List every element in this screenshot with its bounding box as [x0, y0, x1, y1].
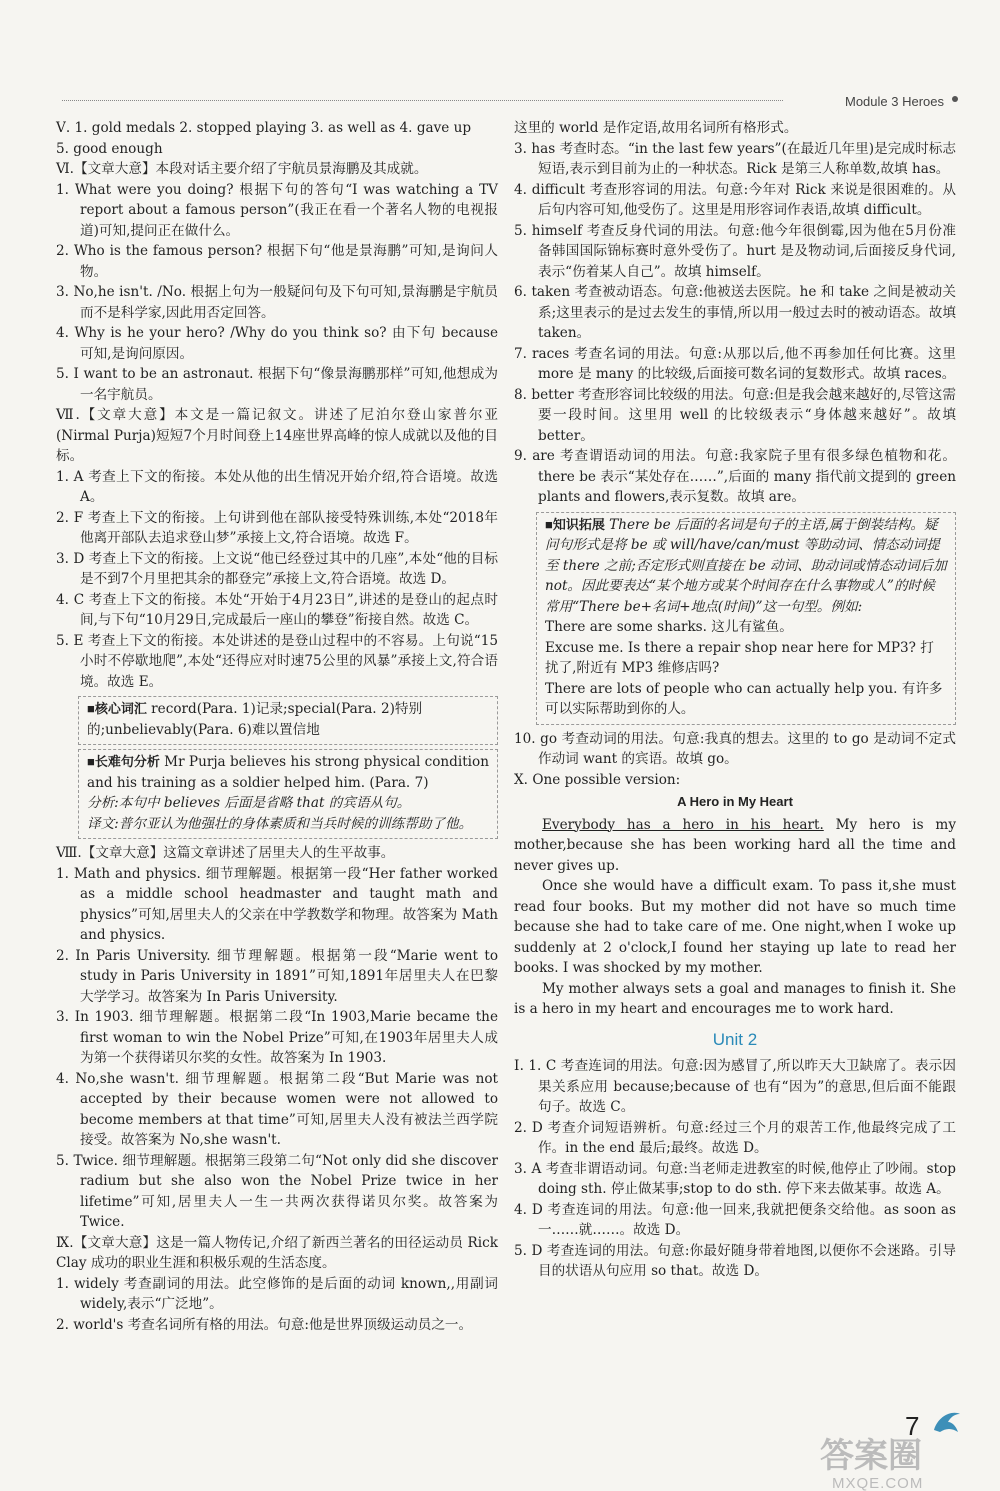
essay-title: A Hero in My Heart — [677, 794, 793, 809]
answer-line: 1. What were you doing? 根据下句的答句“I was watching a TV report about a famous person”(我正在看一个著名人物的电视报道)可知,提问正在做什么。 — [56, 181, 498, 239]
dolphin-icon — [930, 1408, 964, 1438]
knowledge-example-2: Excuse me. Is there a repair shop near here for MP3? 打扰了,附近有 MP3 维修店吗? — [545, 639, 934, 676]
right-column — [514, 118, 956, 1282]
answer-line: 5. Twice. 细节理解题。根据第三段第二句“Not only did she discover radium but she also won the Nobel Prize twice in her lifetime”可知,居里夫人一生一共两次获得诺贝尔奖。故答案为 Twice. — [56, 1152, 498, 1230]
answer-line: 3. A 考查非谓语动词。句意:当老师走进教室的时候,他停止了吵闹。stop doing sth. 停止做某事;stop to do sth. 停下来去做某事。故选 A。 — [514, 1160, 956, 1197]
sentence-analysis-box — [78, 749, 498, 839]
left-answers-2 — [56, 843, 498, 1335]
sentence-translation: 译文:普尔亚认为他强壮的身体素质和当兵时候的训练帮助了他。 — [87, 815, 473, 832]
unit2-answers — [514, 1056, 956, 1282]
answer-line: Ⅷ.【文章大意】这篇文章讲述了居里夫人的生平故事。 — [56, 845, 395, 861]
answer-line: 5. E 考查上下文的衔接。本处讲述的是登山过程中的不容易。上句说“15小时不停歇地爬”,本处“还得应对时速75公里的风暴”承接上文,符合语境。故选 E。 — [56, 632, 498, 690]
answer-line: 4. D 考查连词的用法。句意:他一回来,我就把便条交给他。as soon as 一……就……。故选 D。 — [514, 1201, 956, 1238]
answer-line: 3. D 考查上下文的衔接。上文说“他已经登过其中的几座”,本处“他的目标是不到7个月里把其余的都登完”承接上文,符合语境。故选 D。 — [56, 550, 498, 587]
answer-line: 3. No,he isn't. /No. 根据上句为一般疑问句及下句可知,景海鹏是宇航员而不是科学家,因此用否定回答。 — [56, 284, 498, 321]
core-vocab-label: ■核心词汇 — [87, 701, 147, 716]
page-number: 7 — [905, 1411, 920, 1441]
header-dot — [952, 96, 958, 102]
answer-line: 4. No,she wasn't. 细节理解题。根据第二段“But Marie was not accepted by their because women were not allowed to become members at that time”可知,居里夫人没有被法兰西学院接受。故答案为 No,she wasn't. — [56, 1070, 498, 1148]
answer-line: 9. are 考查谓语动词的用法。句意:我家院子里有很多绿色植物和花。there be 表示“某处存在……”,后面的 many 指代前文提到的 green plants and flowers,表示复数。故填 are。 — [514, 448, 956, 505]
knowledge-box — [536, 512, 956, 725]
answer-line: 2. Who is the famous person? 根据下句“他是景海鹏”可知,是询问人物。 — [56, 243, 498, 280]
answer-line: 2. D 考查介词短语辨析。句意:经过三个月的艰苦工作,他最终完成了工作。in the end 最后;最终。故选 D。 — [514, 1119, 956, 1156]
answer-line: 3. In 1903. 细节理解题。根据第二段“In 1903,Marie became the first woman to win the Nobel Prize”可知,在1903年居里夫人成为第一个获得诺贝尔奖的女性。故答案为 In 1903. — [56, 1009, 498, 1066]
answer-line: 5. himself 考查反身代词的用法。句意:他今年很倒霉,因为他在5月份准备韩国国际锦标赛时意外受伤了。hurt 是及物动词,后面接反身代词,表示“伤着某人自己”。故填 himself。 — [514, 222, 956, 280]
answer-line: Ⅰ. 1. C 考查连词的用法。句意:因为感冒了,所以昨天大卫缺席了。表示因果关系应用 because;because of 也有“因为”的意思,但后面不能跟句子。故选 C。 — [514, 1058, 956, 1115]
left-column — [56, 118, 498, 1335]
essay-p1-rest: My hero is my mother,because she has been working hard all the time and never gives up. — [514, 816, 956, 874]
answer-line: 3. has 考查时态。“in the last few years”(在最近几年里)是完成时标志短语,表示到目前为止的一种状态。Rick 是第三人称单数,故填 has。 — [514, 140, 956, 177]
knowledge-text: There be 后面的名词是句子的主语,属于倒装结构。疑问句形式是将 be 或 will/have/can/must 等助动词、情态动词提至 there 之前;否定形式则直接在 be 动词、助动词或情态动词后加 not。因此要表达“某个地方或某个时间存在什么事物或人”的时候常用“There be+名词+地点(时间)”这一句型。例如: — [545, 516, 947, 615]
answer-line: 2. world's 考查名词所有格的用法。句意:他是世界顶级运动员之一。 — [56, 1316, 473, 1333]
header-rule — [62, 100, 783, 101]
answer-line: Ⅹ. One possible version: — [514, 771, 681, 788]
answer-line: Ⅴ. 1. gold medals 2. stopped playing 3. as well as 4. gave up — [56, 120, 472, 136]
right-answers-2 — [514, 729, 956, 791]
answer-line: 10. go 考查动词的用法。句意:我真的想去。这里的 to go 是动词不定式作动词 want 的宾语。故填 go。 — [514, 730, 956, 767]
essay-paragraph-1 — [514, 815, 956, 877]
answer-line: 1. Math and physics. 细节理解题。根据第一段“Her father worked as a middle school headmaster and taught math and physics”可知,居里夫人的父亲在中学教数学和物理。故答案为 Math and physics. — [56, 865, 498, 943]
answer-line: 6. taken 考查被动语态。句意:他被送去医院。he 和 take 之间是被动关系;这里表示的是过去发生的事情,所以用一般过去时的被动语态。故填 taken。 — [514, 284, 956, 341]
unit-heading: Unit 2 — [712, 1029, 758, 1049]
answer-line: 4. C 考查上下文的衔接。本处“开始于4月23日”,讲述的是登山的起点时间,与下句“10月29日,完成最后一座山的攀登”衔接自然。故选 C。 — [56, 591, 498, 628]
answer-line: Ⅸ.【文章大意】这是一篇人物传记,介绍了新西兰著名的田径运动员 Rick Clay 成功的职业生涯和积极乐观的生活态度。 — [56, 1234, 498, 1271]
answer-line: 4. difficult 考查形容词的用法。句意:今年对 Rick 来说是很困难的。从后句内容可知,他受伤了。这里是用形容词作表语,故填 difficult。 — [514, 181, 956, 218]
knowledge-example-1: There are some sharks. 这儿有鲨鱼。 — [545, 619, 793, 635]
page-header — [62, 92, 958, 108]
core-vocab-box — [78, 696, 498, 745]
essay-topic-sentence: Everybody has a hero in his heart. — [542, 816, 824, 833]
answer-line: 7. races 考查名词的用法。句意:从那以后,他不再参加任何比赛。这里 more 是 many 的比较级,后面接可数名词的复数形式。故填 races。 — [514, 345, 956, 382]
answer-line: 2. F 考查上下文的衔接。上句讲到他在部队接受特殊训练,本处“2018年他离开部队去追求登山梦”承接上文,符合语境。故选 F。 — [56, 509, 498, 546]
right-answers — [514, 118, 956, 508]
answer-line: 2. In Paris University. 细节理解题。根据第一段“Marie went to study in Paris University in 1891”可知,1891年居里夫人在巴黎大学学习。故答案为 In Paris University. — [56, 947, 498, 1005]
answer-line: 这里的 world 是作定语,故用名词所有格形式。 — [514, 120, 798, 136]
answer-line: 4. Why is he your hero? /Why do you think so? 由下句 because 可知,是询问原因。 — [56, 325, 498, 362]
answer-line: 5. good enough — [56, 140, 163, 157]
knowledge-example-3: There are lots of people who can actually help you. 有许多可以实际帮助到你的人。 — [545, 680, 943, 717]
essay-paragraph-3: My mother always sets a goal and manages to finish it. She is a hero in my heart and encourages me to work hard. — [514, 980, 956, 1017]
answer-line: 1. A 考查上下文的衔接。本处从他的出生情况开始介绍,符合语境。故选 A。 — [56, 468, 498, 505]
core-vocab-text: record(Para. 1)记录;special(Para. 2)特别的;unbelievably(Para. 6)难以置信地 — [87, 701, 423, 738]
answer-line: Ⅶ.【文章大意】本文是一篇记叙文。讲述了尼泊尔登山家普尔亚(Nirmal Purja)短短7个月时间登上14座世界高峰的惊人成就以及他的目标。 — [56, 407, 498, 464]
module-title: Module 3 Heroes — [845, 94, 944, 109]
answer-line: 5. I want to be an astronaut. 根据下句“像景海鹏那样”可知,他想成为一名宇航员。 — [56, 366, 498, 403]
sentence-analysis-note: 分析:本句中 believes 后面是省略 that 的宾语从句。 — [87, 795, 411, 811]
watermark-logo: 答案圈 — [820, 1437, 922, 1475]
sentence-analysis-text: Mr Purja believes his strong physical condition and his training as a soldier helped him. (Para. 7) — [87, 754, 489, 791]
watermark-url: MXQE.COM — [832, 1475, 924, 1491]
answer-line: 1. widely 考查副词的用法。此空修饰的是后面的动词 known,,用副词 widely,表示“广泛地”。 — [56, 1275, 498, 1312]
sentence-analysis-label: ■长难句分析 — [87, 754, 160, 769]
answer-line: 8. better 考查形容词比较级的用法。句意:但是我会越来越好的,尽管这需要一段时间。这里用 well 的比较级表示“身体越来越好”。故填 better。 — [514, 386, 956, 444]
essay-paragraph-2: Once she would have a difficult exam. To pass it,she must read four books. But my mother did not have so much time because she had to take care of me. One night,when I woke up suddenly at 2 o'clock,I found her staying up late to read her books. I was shocked by my mother. — [514, 878, 956, 976]
knowledge-label: ■知识拓展 — [545, 516, 605, 532]
answer-line: 5. D 考查连词的用法。句意:你最好随身带着地图,以便你不会迷路。引导目的状语从句应用 so that。故选 D。 — [514, 1242, 956, 1279]
watermark — [820, 1438, 923, 1491]
answer-line: Ⅵ.【文章大意】本段对话主要介绍了宇航员景海鹏及其成就。 — [56, 161, 428, 177]
left-answers — [56, 118, 498, 692]
